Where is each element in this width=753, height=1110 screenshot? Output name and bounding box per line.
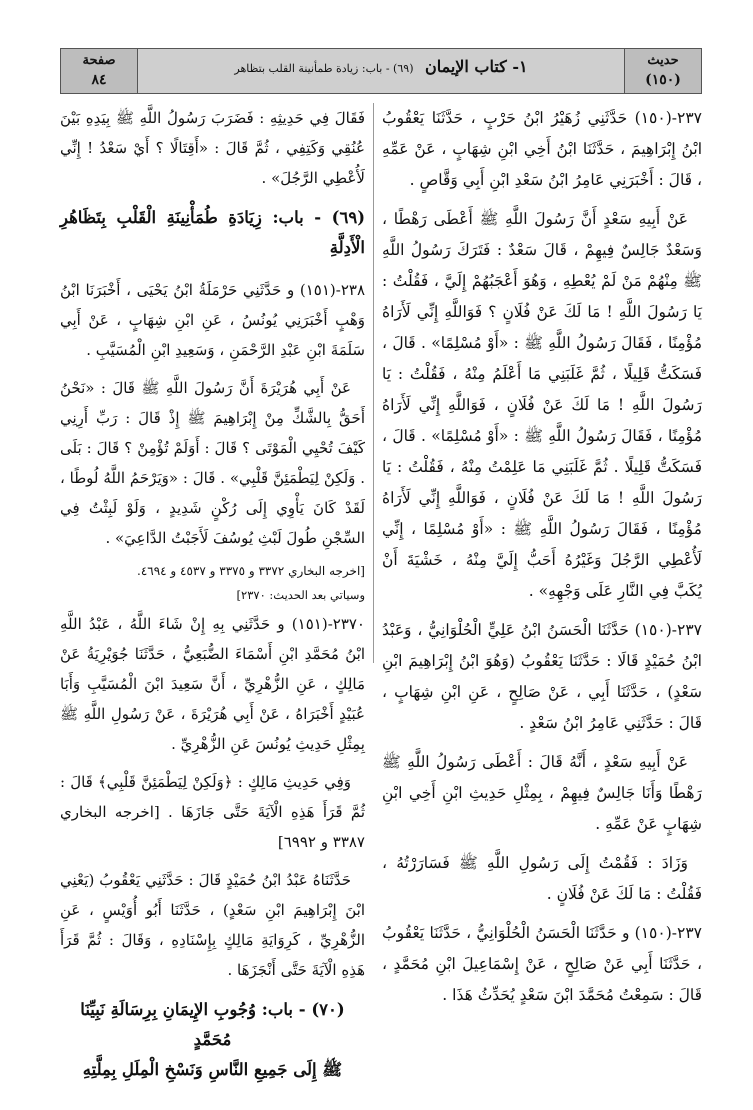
book-title: ١- كتاب الإيمان [424, 57, 528, 76]
hadith-paragraph: فَقَالَ فِي حَدِيثِهِ : فَضَرَبَ رَسُولُ اللَّهِ ﷺ بِيَدِهِ بَيْنَ عُنُقِي وَكَتِفِي ، ثُمَّ قَالَ : «أَقِتَالًا ؟ أَيْ سَعْدُ ! إِنِّي لَأُعْطِي الرَّجُلَ» . [60, 109, 365, 187]
column-divider [373, 103, 374, 663]
takhrij-reference: [اخرجه البخاري ٣٣٧٢ و ٣٣٧٥ و ٤٥٣٧ و ٤٦٩٤. [136, 564, 365, 578]
hadith-number-box [624, 49, 701, 93]
chapter-heading-line: ﷺ إِلَى جَمِيعِ النَّاسِ وَنَسْخِ الْمِلَلِ بِمِلَّتِهِ [82, 1060, 343, 1079]
hadith-paragraph: عَنْ أَبِيهِ سَعْدٍ أَنَّ رَسُولَ اللَّهِ ﷺ أَعْطَى رَهْطًا ، وَسَعْدٌ جَالِسٌ فِيهِمْ ، قَالَ سَعْدٌ : فَتَرَكَ رَسُولُ اللَّهِ ﷺ مِنْهُمْ مَنْ لَمْ يُعْطِهِ ، وَهُوَ أَعْجَبُهُمْ إِلَيَّ ، فَقُلْتُ : يَا رَسُولَ اللَّهِ ! مَا لَكَ عَنْ فُلَانٍ ؟ فَوَاللَّهِ إِنِّي لَأَرَاهُ مُؤْمِنًا ، فَقَالَ رَسُولُ اللَّهِ ﷺ : «أَوْ مُسْلِمًا» . قَالَ ، فَسَكَتُّ قَلِيلًا ، ثُمَّ غَلَبَنِي مَا أَعْلَمُ مِنْهُ ، فَقُلْتُ : يَا رَسُولَ اللَّهِ ! مَا لَكَ عَنْ فُلَانٍ ، فَوَاللَّهِ إِنِّي لَأَرَاهُ مُؤْمِنًا ، فَقَالَ رَسُولُ اللَّهِ ﷺ : «أَوْ مُسْلِمًا» . قَالَ ، فَسَكَتُّ قَلِيلًا . ثُمَّ غَلَبَنِي مَا عَلِمْتُ مِنْهُ ، فَقُلْتُ : يَا رَسُولَ اللَّهِ ! مَا لَكَ عَنْ فُلَانٍ ، فَوَاللَّهِ إِنِّي لَأَرَاهُ مُؤْمِنًا ، فَقَالَ رَسُولُ اللَّهِ ﷺ : «أَوْ مُسْلِمًا ، إِنِّي لَأُعْطِي الرَّجُلَ وَغَيْرُهُ أَحَبُّ إِلَيَّ مِنْهُ ، خَشْيَةَ أَنْ يُكَبَّ فِي النَّارِ عَلَى وَجْهِهِ» . [382, 210, 702, 600]
running-title [138, 57, 624, 76]
chapter-heading [60, 995, 365, 1085]
hadith-paragraph: حَدَّثَنَاهُ عَبْدُ ابْنُ حُمَيْدٍ قَالَ : حَدَّثَنِي يَعْقُوبُ (يَعْنِي ابْنَ إِبْرَاهِيمَ ابْنِ سَعْدٍ) ، حَدَّثَنَا أَبُو أُوَيْسٍ ، عَنِ الزُّهْرِيِّ ، كَرِوَايَةِ مَالِكٍ بِإِسْنَادِهِ ، وَقَالَ : ثُمَّ قَرَأَ هَذِهِ الْآيَةَ حَتَّى أَنْجَزَهَا . [60, 871, 365, 979]
hadith-label: حديث [647, 53, 679, 68]
hadith-paragraph: عَنْ أَبِيهِ سَعْدٍ ، أَنَّهُ قَالَ : أَعْطَى رَسُولُ اللَّهِ ﷺ رَهْطًا وَأَنَا جَالِسٌ فِيهِمْ ، بِمِثْلِ حَدِيثِ ابْنِ أَخِي ابْنِ شِهَابٍ عَنْ عَمِّهِ . [382, 753, 702, 833]
hadith-paragraph: ٢٣٧-(١٥٠) و حَدَّثَنَا الْحَسَنُ الْحُلْوَانِيُّ ، حَدَّثَنَا يَعْقُوبُ ، حَدَّثَنَا أَبِي عَنْ صَالِحٍ ، عَنْ إِسْمَاعِيلَ ابْنِ مُحَمَّدٍ ، قَالَ : سَمِعْتُ مُحَمَّدَ ابْنَ سَعْدٍ يُحَدِّثُ هَذَا . [382, 924, 702, 1004]
hadith-paragraph: وَفِي حَدِيثِ مَالِكٍ : ﴿وَلَكِنْ لِيَطْمَئِنَّ قَلْبِي﴾ قَالَ : ثُمَّ قَرَأَ هَذِهِ الْآيَةَ حَتَّى جَازَهَا . [اخرجه البخاري ٣٣٨٧ و ٦٩٩٢] [60, 773, 365, 851]
left-column [60, 103, 365, 1097]
hadith-paragraph: ٢٣٨-(١٥١) و حَدَّثَنِي حَرْمَلَةُ ابْنُ يَحْيَى ، أَخْبَرَنَا ابْنُ وَهْبٍ أَخْبَرَنِي يُونُسُ ، عَنِ ابْنِ شِهَابٍ ، عَنْ أَبِي سَلَمَةَ ابْنِ عَبْدِ الرَّحْمَنِ ، وَسَعِيدِ ابْنِ الْمُسَيَّبِ . [60, 281, 365, 359]
page-header [60, 48, 702, 94]
page-number-box [61, 49, 138, 93]
right-column [382, 103, 702, 1019]
hadith-paragraph: ٢٣٧-(١٥٠) حَدَّثَنَا الْحَسَنُ ابْنُ عَلِيٍّ الْحُلْوَانِيُّ ، وَعَبْدُ ابْنُ حُمَيْدٍ قَالَا : حَدَّثَنَا يَعْقُوبُ (وَهُوَ ابْنُ إِبْرَاهِيمَ ابْنِ سَعْدٍ) ، حَدَّثَنَا أَبِي ، عَنْ صَالِحٍ ، عَنِ ابْنِ شِهَابٍ ، قَالَ : حَدَّثَنِي عَامِرُ ابْنُ سَعْدٍ . [382, 621, 702, 732]
hadith-paragraph: عَنْ أَبِي هُرَيْرَةَ أَنَّ رَسُولَ اللَّهِ ﷺ قَالَ : «نَحْنُ أَحَقُّ بِالشَّكِّ مِنْ إِبْرَاهِيمَ ﷺ إِذْ قَالَ : رَبِّ أَرِنِي كَيْفَ تُحْيِي الْمَوْتَى ؟ قَالَ : أَوَلَمْ تُؤْمِنْ ؟ قَالَ : بَلَى . وَلَكِنْ لِيَطْمَئِنَّ قَلْبِي» . قَالَ : «وَيَرْحَمُ اللَّهُ لُوطًا ، لَقَدْ كَانَ يَأْوِي إِلَى رُكْنٍ شَدِيدٍ ، وَلَوْ لَبِثْتُ فِي السِّجْنِ طُولَ لَبْثِ يُوسُفَ لَأَجَبْتُ الدَّاعِيَ» . [60, 379, 365, 547]
chapter-reference: (٦٩) - باب: زيادة طمأنينة القلب بتظاهر [234, 62, 414, 75]
hadith-paragraph: ٢٣٧-(١٥٠) حَدَّثَنِي زُهَيْرُ ابْنُ حَرْبٍ ، حَدَّثَنَا يَعْقُوبُ ابْنُ إِبْرَاهِيمَ ، حَدَّثَنَا ابْنُ أَخِي ابْنِ شِهَابٍ ، عَنْ عَمِّهِ ، قَالَ : أَخْبَرَنِي عَامِرُ ابْنُ سَعْدِ ابْنِ أَبِي وَقَّاصٍ . [382, 109, 702, 189]
page-number: ٨٤ [91, 72, 107, 88]
hadith-paragraph: وَزَادَ : فَقُمْتُ إِلَى رَسُولِ اللَّهِ ﷺ فَسَارَرْتُهُ ، فَقُلْتُ : مَا لَكَ عَنْ فُلَانٍ . [382, 854, 702, 903]
chapter-heading: (٦٩) - باب: زِيَادَةِ طُمَأْنِينَةِ الْقَلْبِ بِتَظَاهُرِ الْأَدِلَّةِ [60, 208, 365, 257]
hadith-number: (١٥٠) [645, 72, 681, 88]
takhrij-reference: وسياتي بعد الحديث: ٢٣٧٠] [236, 588, 365, 602]
page-label: صفحة [82, 53, 116, 68]
hadith-paragraph: ٢٣٧٠-(١٥١) و حَدَّثَنِي بِهِ إِنْ شَاءَ اللَّهُ ، عَبْدُ اللَّهِ ابْنُ مُحَمَّدِ ابْنِ أَسْمَاءَ الضُّبَعِيُّ ، حَدَّثَنَا جُوَيْرِيَةُ عَنْ مَالِكٍ ، عَنِ الزُّهْرِيِّ ، أَنَّ سَعِيدَ ابْنَ الْمُسَيَّبِ وَأَبَا عُبَيْدٍ أَخْبَرَاهُ ، عَنْ أَبِي هُرَيْرَةَ ، عَنْ رَسُولِ اللَّهِ ﷺ بِمِثْلِ حَدِيثِ يُونُسَ عَنِ الزُّهْرِيِّ . [60, 615, 365, 753]
chapter-heading-line: (٧٠) - باب: وُجُوبِ الإِيمَانِ بِرِسَالَةِ نَبِيِّنَا مُحَمَّدٍ [80, 1000, 345, 1049]
